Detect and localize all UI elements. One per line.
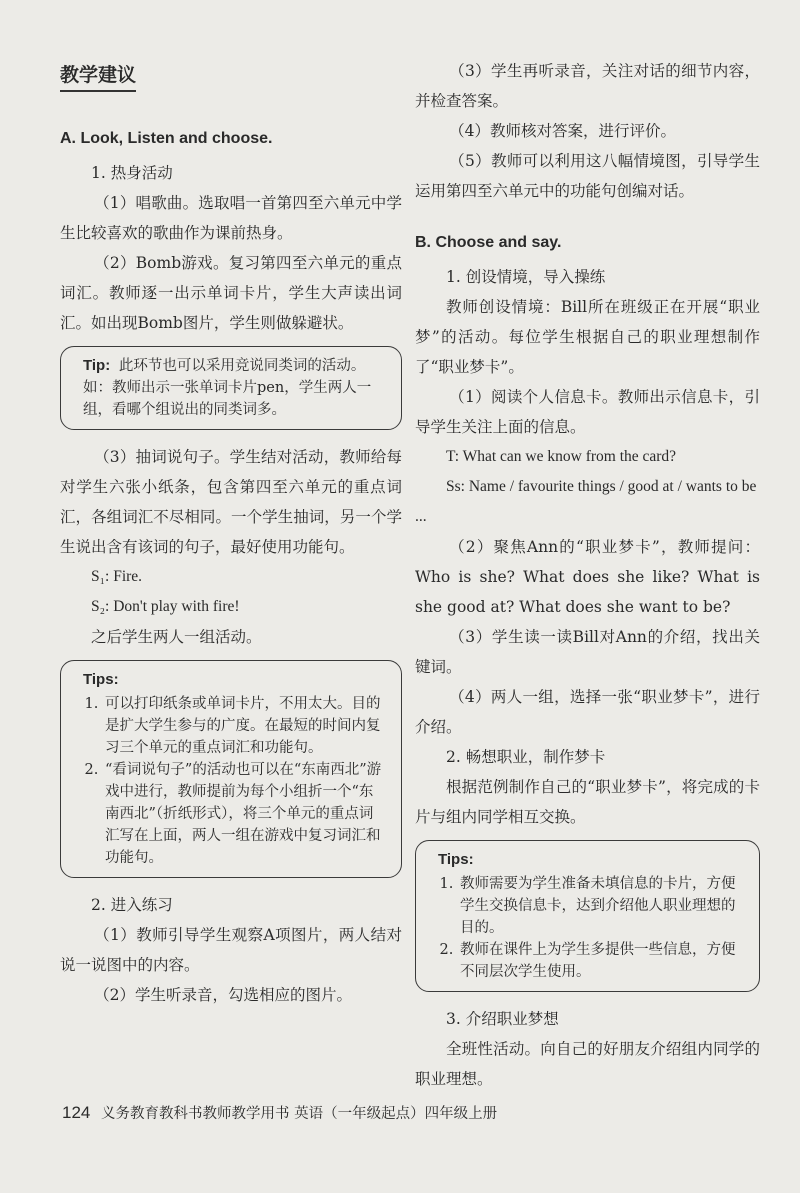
step-heading: 2. 进入练习 (91, 896, 173, 914)
paragraph: 之后学生两人一组活动。 (91, 628, 262, 646)
paragraph: （3）学生读一读Bill对Ann的介绍，找出关键词。 (415, 628, 760, 676)
paragraph: 根据范例制作自己的“职业梦卡”，将完成的卡片与组内同学相互交换。 (415, 778, 760, 826)
paragraph: （4）两人一组，选择一张“职业梦卡”，进行介绍。 (415, 688, 760, 736)
tips-box (60, 660, 402, 878)
step-heading: 3. 介绍职业梦想 (446, 1010, 559, 1028)
dialogue-line: Ss: Name / favourite things / good at / wants to be ... (415, 478, 757, 525)
dialogue-line: S₂: Don't play with fire! (91, 598, 240, 615)
step-heading: 2. 畅想职业，制作梦卡 (446, 748, 606, 766)
tips-list-item: 2. 教师在课件上为学生多提供一些信息，方便不同层次学生使用。 (458, 939, 745, 983)
page-footer (62, 1102, 497, 1123)
tips-list (438, 873, 745, 983)
right-column (415, 56, 760, 1094)
tip-box (60, 346, 402, 430)
step-heading: 1. 热身活动 (91, 164, 173, 182)
paragraph: （2）学生听录音，勾选相应的图片。 (94, 986, 352, 1004)
section-b-heading: B. Choose and say. (415, 234, 562, 251)
book-title: 义务教育教科书教师教学用书 英语（一年级起点）四年级上册 (100, 1106, 498, 1122)
tips-list-item: 2. “看词说句子”的活动也可以在“东南西北”游戏中进行，教师提前为每个小组折一个“东南西北”（折纸形式），将三个单元的重点词汇写在上面，两人一组在游戏中复习词汇和功能句。 (103, 759, 387, 869)
page-title: 教学建议 (60, 60, 136, 92)
tips-label: Tips: (83, 671, 119, 688)
paragraph: （3）抽词说句子。学生结对活动，教师给每对学生六张小纸条，包含第四至六单元的重点词汇，各组词汇不尽相同。一个学生抽词，另一个学生说出含有该词的句子，最好使用功能句。 (60, 448, 402, 556)
dialogue-line: S₁: Fire. (91, 568, 143, 585)
paragraph: 教师创设情境：Bill所在班级正在开展“职业梦”的活动。每位学生根据自己的职业理想制作了“职业梦卡”。 (415, 298, 760, 376)
paragraph: 全班性活动。向自己的好朋友介绍组内同学的职业理想。 (415, 1040, 760, 1088)
paragraph: （1）教师引导学生观察A项图片，两人结对说一说图中的内容。 (60, 926, 402, 974)
page-number: 124 (62, 1103, 91, 1122)
dialogue-line: T: What can we know from the card? (446, 448, 677, 465)
paragraph: （2）聚焦Ann的“职业梦卡”，教师提问：Who is she? What does she like? What is she good at? What does she want to be? (415, 538, 760, 616)
section-a-heading: A. Look, Listen and choose. (60, 130, 273, 147)
tips-list (83, 693, 387, 869)
paragraph: （1）阅读个人信息卡。教师出示信息卡，引导学生关注上面的信息。 (415, 388, 760, 436)
tips-list-item: 1. 教师需要为学生准备未填信息的卡片，方便学生交换信息卡，达到介绍他人职业理想的目的。 (458, 873, 745, 939)
tip-label: Tip: (83, 357, 111, 374)
step-heading: 1. 创设情境，导入操练 (446, 268, 606, 286)
tips-label: Tips: (438, 851, 474, 868)
paragraph: （5）教师可以利用这八幅情境图，引导学生运用第四至六单元中的功能句创编对话。 (415, 152, 760, 200)
paragraph: （2）Bomb游戏。复习第四至六单元的重点词汇。教师逐一出示单词卡片，学生大声读出词汇。如出现Bomb图片，学生则做躲避状。 (60, 254, 402, 332)
paragraph: （3）学生再听录音，关注对话的细节内容，并检查答案。 (415, 62, 760, 110)
tips-list-item: 1. 可以打印纸条或单词卡片，不用太大。目的是扩大学生参与的广度。在最短的时间内复习三个单元的重点词汇和功能句。 (103, 693, 387, 759)
left-column (60, 56, 402, 1010)
paragraph: （4）教师核对答案，进行评价。 (449, 122, 676, 140)
tip-text: 此环节也可以采用竞说同类词的活动。如：教师出示一张单词卡片pen，学生两人一组，看哪个组说出的同类词多。 (83, 358, 372, 418)
tips-box (415, 840, 760, 992)
paragraph: （1）唱歌曲。选取唱一首第四至六单元中学生比较喜欢的歌曲作为课前热身。 (60, 194, 402, 242)
